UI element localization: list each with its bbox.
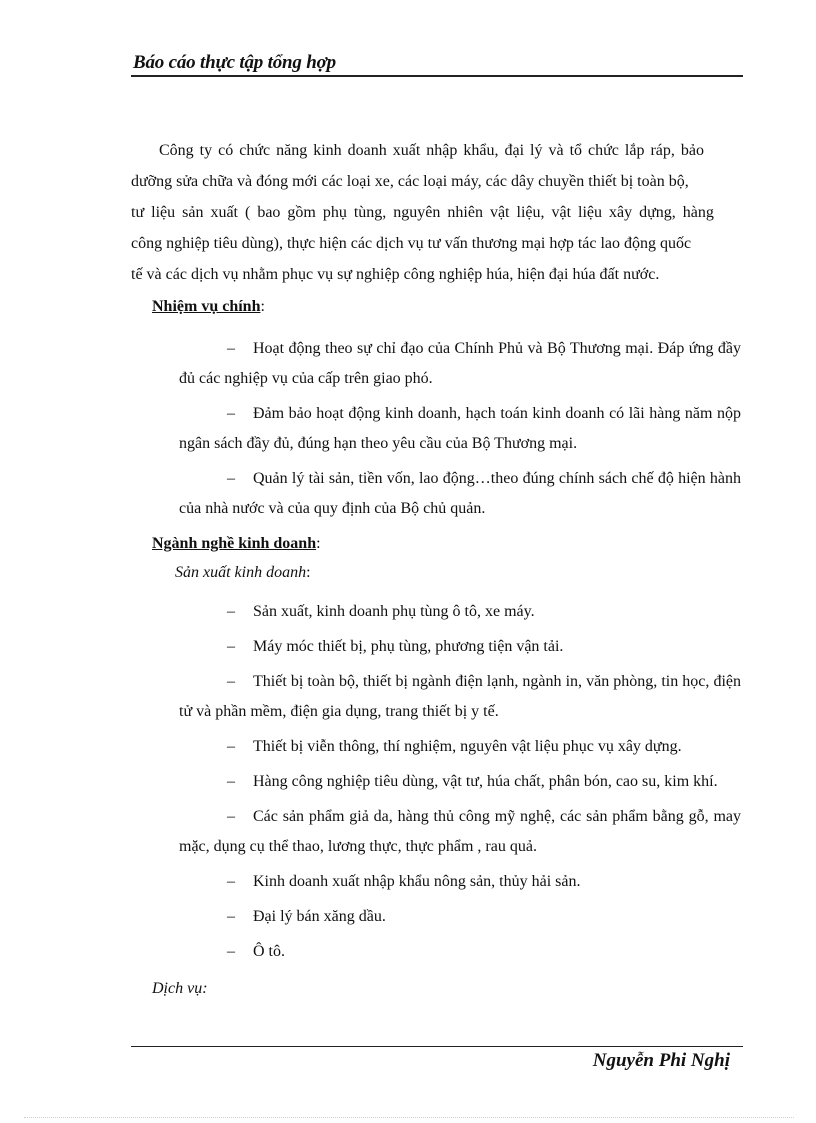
dash-marker: –	[227, 638, 235, 655]
business-heading	[131, 529, 741, 559]
list-item-text: Hoạt động theo sự chỉ đạo của Chính Phủ và Bộ Thương mại. Đáp ứng đầy đủ các nghiệp vụ của cấp trên giao phó.	[179, 340, 741, 387]
header-title: Báo cáo thực tập tổng hợp	[133, 52, 336, 73]
dash-marker: –	[227, 673, 235, 690]
list-item	[131, 867, 741, 897]
dash-marker: –	[227, 808, 235, 825]
list-item-text: Đại lý bán xăng dầu.	[253, 908, 386, 925]
dash-marker: –	[227, 873, 235, 890]
page-edge-dotted-line	[24, 1117, 794, 1118]
list-item-text: Quản lý tài sản, tiền vốn, lao động…theo đúng chính sách chế độ hiện hành của nhà nước và của quy định của Bộ chủ quản.	[179, 470, 741, 517]
dash-marker: –	[227, 908, 235, 925]
list-item	[131, 464, 741, 524]
list-item-text: Ô tô.	[253, 943, 285, 960]
list-item-text: Sản xuất, kinh doanh phụ tùng ô tô, xe máy.	[253, 603, 535, 620]
dash-marker: –	[227, 470, 235, 487]
duties-heading-text: Nhiệm vụ chính	[152, 298, 261, 315]
list-item	[131, 597, 741, 627]
business-subheading-text: Sản xuất kinh doanh	[175, 564, 307, 581]
intro-line: tế và các dịch vụ nhằm phục vụ sự nghiệp công nghiệp húa, hiện đại húa đất nước.	[131, 266, 660, 283]
duties-heading	[131, 292, 741, 322]
business-heading-text: Ngành nghề kinh doanh	[152, 535, 317, 552]
dash-marker: –	[227, 943, 235, 960]
header-divider	[131, 75, 743, 77]
list-item-text: Hàng công nghiệp tiêu dùng, vật tư, húa chất, phân bón, cao su, kim khí.	[253, 773, 718, 790]
list-item	[131, 767, 741, 797]
list-item-text: Thiết bị toàn bộ, thiết bị ngành điện lạnh, ngành in, văn phòng, tin học, điện tử và phần mềm, điện gia dụng, trang thiết bị y tế.	[179, 673, 741, 720]
dash-marker: –	[227, 603, 235, 620]
list-item	[131, 902, 741, 932]
list-item	[131, 334, 741, 394]
intro-line: dưỡng sửa chữa và đóng mới các loại xe, các loại máy, các dây chuyền thiết bị toàn bộ,	[131, 173, 689, 190]
dash-marker: –	[227, 340, 235, 357]
heading-colon: :	[316, 535, 321, 552]
dash-marker: –	[227, 405, 235, 422]
footer-author: Nguyễn Phi Nghị	[592, 1050, 730, 1071]
intro-paragraph	[131, 135, 741, 290]
list-item	[131, 802, 741, 862]
heading-colon: :	[260, 298, 265, 315]
list-item-text: Các sản phẩm giả da, hàng thủ công mỹ nghệ, các sản phẩm bằng gỗ, may mặc, dụng cụ thể thao, lương thực, thực phẩm , rau quả.	[179, 808, 741, 855]
list-item	[131, 732, 741, 762]
services-label: Dịch vụ:	[152, 980, 208, 997]
document-body	[131, 135, 741, 1004]
list-item	[131, 632, 741, 662]
list-item-text: Máy móc thiết bị, phụ tùng, phương tiện vận tải.	[253, 638, 564, 655]
intro-line: công nghiệp tiêu dùng), thực hiện các dịch vụ tư vấn thương mại hợp tác lao động quốc	[131, 235, 692, 252]
dash-marker: –	[227, 773, 235, 790]
list-item	[131, 667, 741, 727]
heading-colon: :	[306, 564, 311, 581]
business-list	[131, 597, 741, 967]
list-item-text: Đảm bảo hoạt động kinh doanh, hạch toán kinh doanh có lãi hàng năm nộp ngân sách đầy đủ, đúng hạn theo yêu cầu của Bộ Thương mại.	[179, 405, 741, 452]
business-subheading	[131, 559, 741, 587]
intro-line: tư liệu sản xuất ( bao gồm phụ tùng, nguyên nhiên vật liệu, vật liệu xây dựng, hàng	[131, 204, 714, 221]
dash-marker: –	[227, 738, 235, 755]
duties-list	[131, 334, 741, 524]
footer-divider	[131, 1046, 743, 1047]
list-item	[131, 399, 741, 459]
list-item-text: Thiết bị viễn thông, thí nghiệm, nguyên vật liệu phục vụ xây dựng.	[253, 738, 682, 755]
list-item	[131, 937, 741, 967]
intro-line: Công ty có chức năng kinh doanh xuất nhập khẩu, đại lý và tổ chức lắp ráp, bảo	[159, 142, 704, 159]
list-item-text: Kinh doanh xuất nhập khẩu nông sản, thủy hải sản.	[253, 873, 581, 890]
